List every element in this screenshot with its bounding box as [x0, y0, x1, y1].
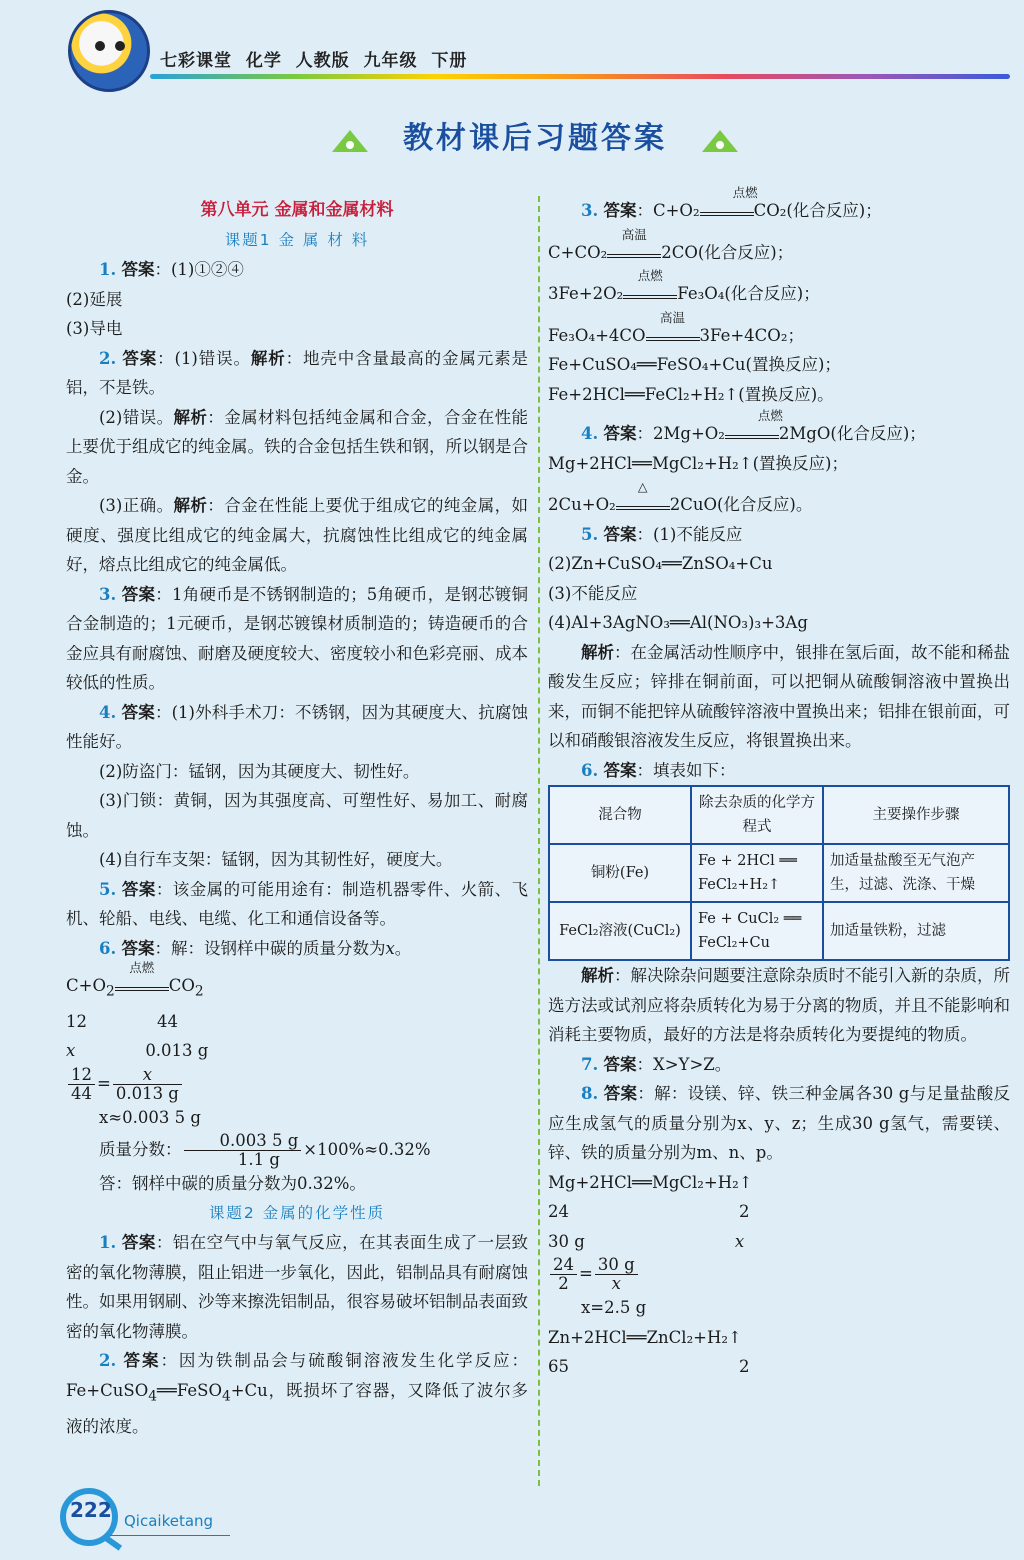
rainbow-divider [150, 74, 1010, 79]
q8-x-result: x=2.5 g [581, 1298, 647, 1317]
table-header: 混合物 [549, 786, 691, 844]
table-row [549, 844, 1009, 902]
section-banner [330, 118, 740, 160]
pencil-deco-icon [700, 128, 740, 154]
table-cell: 加适量盐酸至无气泡产生，过滤、洗涤、干燥 [823, 844, 1009, 902]
equation: 3Fe+2O₂ 点燃 Fe₃O₄(化合反应)； [548, 268, 820, 303]
q6-proportion: $\frac{12}{44}$ = $\frac{x}{0.013 g}$ [66, 1066, 528, 1103]
q6-x-result: x≈0.003 5 g [99, 1107, 201, 1127]
purification-table [548, 785, 1010, 961]
q8-equation-mg: Mg+2HCl══MgCl₂+H₂↑ [548, 1172, 753, 1192]
question-5: 5. 答案：该金属的可能用途有：制造机器零件、火箭、飞机、轮船、电线、电缆、化工和通信设备等。 [66, 879, 529, 928]
table-header: 除去杂质的化学方程式 [691, 786, 823, 844]
q5-part4: (4)Al+3AgNO₃══Al(NO₃)₃+3Ag [548, 613, 808, 632]
q1-part2: (2)延展 [66, 289, 123, 309]
book-title: 七彩课堂 化学 人教版 九年级 下册 [160, 51, 468, 71]
question-1: 1. 答案：(1)①②④ [99, 260, 244, 279]
equation: 2Cu+O₂ △ 2CuO(化合反应)。 [548, 479, 813, 514]
question-2: 2. 答案：(1)错误。解析：地壳中含量最高的金属元素是铝，不是铁。 [66, 348, 529, 397]
brand-name: Qicaiketang [124, 1512, 214, 1530]
table-cell: Fe + 2HCl ══ FeCl₂+H₂↑ [691, 844, 823, 902]
lesson-title: 课题1 金 属 材 料 [224, 230, 370, 249]
q6-ratio-row: 12 44 [66, 1011, 178, 1031]
table-header: 主要操作步骤 [823, 786, 1009, 844]
equation: Fe₃O₄+4CO 高温 3Fe+4CO₂； [548, 309, 804, 345]
question-6: 6. 答案：解：设钢样中碳的质量分数为x。 [99, 938, 412, 958]
q4-part2: (2)防盗门：锰钢，因为其硬度大、韧性好。 [99, 761, 420, 781]
table-header-row [549, 786, 1009, 844]
table-row [549, 902, 1009, 960]
q8-value-row: 30 g x [548, 1231, 745, 1251]
lesson-title: 课题2 金属的化学性质 [208, 1203, 386, 1222]
equation: Fe+CuSO₄══FeSO₄+Cu(置换反应)； [548, 355, 841, 374]
left-column [66, 196, 528, 1441]
q4-part3: (3)门锁：黄铜，因为其强度高、可塑性好、易加工、耐腐蚀。 [66, 791, 528, 840]
q4-part4: (4)自行车支架：锰钢，因为其韧性好，硬度大。 [99, 850, 453, 869]
question-4: 4. 答案：(1)外科手术刀：不锈钢，因为其硬度大、抗腐蚀性能好。 [66, 702, 529, 751]
lesson2-question-7: 7. 答案：X>Y>Z。 [581, 1054, 732, 1074]
table-cell: 加适量铁粉，过滤 [823, 902, 1009, 960]
banner-title: 教材课后习题答案 [403, 121, 667, 156]
lesson2-question-8: 8. 答案：解：设镁、锌、铁三种金属各30 g与足量盐酸反应生成氢气的质量分别为x、y、z；生成30 g氢气，需要镁、锌、铁的质量分别为m、n、p。 [548, 1084, 1010, 1162]
q8-ratio-row: 65 2 [548, 1357, 750, 1376]
lesson2-question-2: 2. 答案：因为铁制品会与硫酸铜溶液发生化学反应：Fe+CuSO$_4$══FeSO$_4$+Cu，既损坏了容器，又降低了波尔多液的浓度。 [66, 1351, 529, 1436]
equation: C+CO₂ 高温 2CO(化合反应)； [548, 226, 794, 262]
q6-mass-fraction: 质量分数： $\frac{0.003 5 g}{1.1 g}$ ×100%≈0.32% [99, 1131, 431, 1170]
q2-part3: (3)正确。解析：合金在性能上要优于组成它的纯金属，如硬度、强度比组成它的纯金属大，抗腐蚀性比组成它的纯金属好，熔点比组成它的纯金属低。 [66, 496, 529, 574]
q6-explanation: 解析：解决除杂问题要注意除杂质时不能引入新的杂质，所选方法或试剂应将杂质转化为易于分离的物质，并且不能影响和消耗主要物质，最好的方法是将杂质转化为要提纯的物质。 [548, 966, 1010, 1044]
page-number: 222 [70, 1498, 112, 1522]
right-column [548, 185, 1010, 1382]
q5-explanation: 解析：在金属活动性顺序中，银排在氢后面，故不能和稀盐酸发生反应；锌排在铜前面，可以把铜从硫酸铜溶液中置换出来，而铜不能把锌从硫酸锌溶液中置换出来；铝排在银前面，可以和硝酸银溶液发生反应，将银置换出来。 [548, 642, 1010, 750]
mascot-logo-icon [68, 10, 150, 92]
q6-value-row: x 0.013 g [66, 1041, 209, 1061]
unit-title: 第八单元 金属和金属材料 [200, 200, 394, 220]
table-cell: 铜粉(Fe) [549, 844, 691, 902]
lesson2-question-5: 5. 答案：(1)不能反应 [581, 524, 743, 544]
q8-proportion: $\frac{24}{2}$ = $\frac{30 g}{x}$ [548, 1256, 1010, 1293]
column-divider [538, 196, 540, 1486]
page-header [0, 0, 1024, 110]
table-cell: FeCl₂溶液(CuCl₂) [549, 902, 691, 960]
equation: Mg+2HCl══MgCl₂+H₂↑(置换反应)； [548, 453, 848, 473]
footer-underline [110, 1535, 230, 1536]
q6-answer: 答：钢样中碳的质量分数为0.32%。 [99, 1174, 366, 1194]
q5-part3: (3)不能反应 [548, 583, 638, 603]
q8-ratio-row: 24 2 [548, 1202, 750, 1221]
q1-part3: (3)导电 [66, 319, 123, 338]
lesson2-question-3: 3. 答案：C+O₂ 点燃 CO₂(化合反应)； [581, 185, 882, 220]
q8-equation-zn: Zn+2HCl══ZnCl₂+H₂↑ [548, 1327, 742, 1347]
lesson2-question-4: 4. 答案：2Mg+O₂ 点燃 2MgO(化合反应)； [581, 408, 926, 443]
table-cell: Fe + CuCl₂ ══ FeCl₂+Cu [691, 902, 823, 960]
lesson2-question-1: 1. 答案：铝在空气中与氧气反应，在其表面生成了一层致密的氧化物薄膜，阻止铝进一步氧化，因此，铝制品具有耐腐蚀性。如果用钢刷、沙等来擦洗铝制品，很容易破坏铝制品表面致密的氧化物薄膜。 [66, 1233, 529, 1341]
lesson2-question-6: 6. 答案：填表如下： [581, 760, 736, 780]
q5-part2: (2)Zn+CuSO₄══ZnSO₄+Cu [548, 554, 773, 573]
equation: Fe+2HCl══FeCl₂+H₂↑(置换反应)。 [548, 384, 834, 404]
q2-part2: (2)错误。解析：金属材料包括纯金属和合金，合金在性能上要优于组成它的纯金属。铁的合金包括生铁和钢，所以钢是合金。 [66, 407, 529, 486]
q6-equation: $C+O_2$ 点燃 $CO_2$ [66, 960, 204, 1000]
question-3: 3. 答案：1角硬币是不锈钢制造的；5角硬币，是钢芯镀铜合金制造的；1元硬币，是钢芯镀镍材质制造的；铸造硬币的合金应具有耐腐蚀、耐磨及硬度较大、密度较小和色彩亮丽、成本较低的性质。 [66, 584, 529, 692]
